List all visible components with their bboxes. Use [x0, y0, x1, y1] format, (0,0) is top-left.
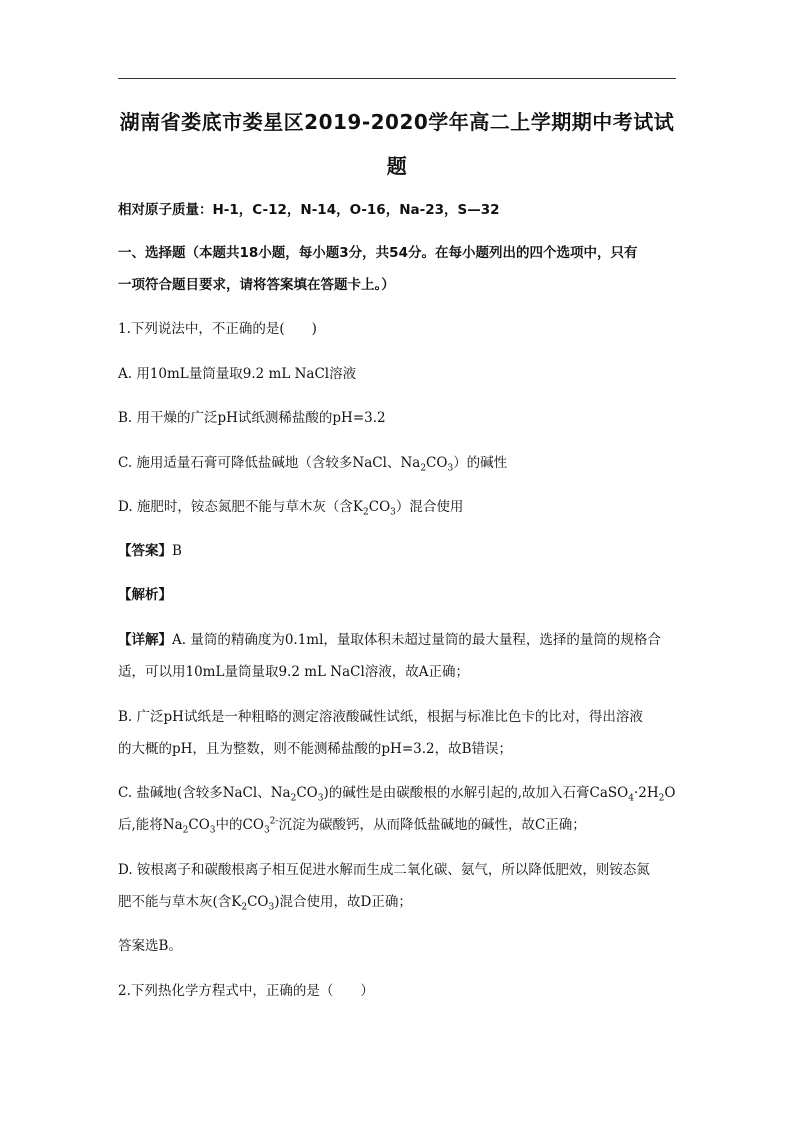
question-1-option-a: A. 用10mL量筒量取9.2 mL NaCl溶液 [118, 366, 357, 382]
option-c-sub-1: 2 [420, 463, 427, 474]
option-d-text-1: D. 施肥时，铵态氮肥不能与草木灰（含K [118, 499, 364, 515]
section-heading-line1: 一、选择题（本题共18小题，每小题3分，共54分。在每小题列出的四个选项中，只有 [118, 245, 638, 261]
dc1-s2: 3 [317, 793, 324, 804]
answer-value: B [172, 543, 182, 559]
option-c-text-2: CO [426, 455, 448, 471]
question-1-option-b: B. 用干燥的广泛pH试纸测稀盐酸的pH=3.2 [118, 410, 386, 426]
dd2-t2: CO [247, 894, 269, 910]
option-c-text-3: ）的碱性 [453, 455, 508, 471]
option-d-text-2: CO [368, 499, 391, 515]
detail-a-line2: 适，可以用10mL量筒量取9.2 mL NaCl溶液，故A正确； [118, 664, 470, 680]
dd2-s2: 3 [268, 902, 275, 913]
option-c-sub-2: 3 [447, 463, 454, 474]
option-d-text-3: ）混合使用 [395, 499, 464, 515]
answer-line [118, 542, 678, 560]
dc2-t1: 后,能将Na [118, 817, 183, 833]
question-1-option-c [118, 454, 678, 472]
option-d-sub-2: 3 [390, 507, 396, 518]
option-c-text-1: C. 施用适量石膏可降低盐碱地（含较多NaCl、Na [118, 455, 421, 471]
question-1-stem: 1.下列说法中，不正确的是( ) [118, 321, 317, 337]
detail-tag: 【详解】 [118, 632, 172, 648]
page-title-line1: 湖南省娄底市娄星区2019-2020学年高二上学期期中考试试 [119, 110, 675, 134]
dc1-s3: 4 [628, 793, 634, 804]
detail-b-line1: B. 广泛pH试纸是一种粗略的测定溶液酸碱性试纸，根据与标准比色卡的比对，得出溶液 [118, 709, 643, 725]
dd2-t3: )混合使用，故D正确； [274, 894, 412, 910]
dc2-t3: 中的CO [215, 817, 264, 833]
atomic-mass-note: 相对原子质量：H-1，C-12，N-14，O-16，Na-23，S—32 [118, 202, 500, 218]
option-d-sub-1: 2 [363, 507, 369, 518]
dc2-s3: 3 [263, 825, 270, 836]
question-2-stem: 2.下列热化学方程式中，正确的是（ ） [118, 983, 374, 999]
dc1-t2: CO [296, 785, 318, 801]
dc1-t3: )的碱性是由碳酸根的水解引起的,故加入石膏CaSO [323, 785, 629, 801]
dc1-t5: O [664, 785, 676, 801]
dc2-sup1: 2- [269, 816, 279, 827]
dc2-s1: 2 [182, 825, 189, 836]
dc1-t1: C. 盐碱地(含较多NaCl、Na [118, 785, 291, 801]
dc1-s1: 2 [290, 793, 297, 804]
question-1-option-d [118, 498, 678, 516]
analysis-tag: 【解析】 [118, 587, 172, 603]
dc2-t4: 沉淀为碳酸钙，从而降低盐碱地的碱性，故C正确； [278, 817, 586, 833]
detail-c-line1 [118, 784, 678, 802]
section-heading-line2: 一项符合题目要求，请将答案填在答题卡上。） [118, 277, 395, 293]
detail-b-line2: 的大概的pH，且为整数，则不能测稀盐酸的pH=3.2，故B错误； [118, 741, 513, 757]
dd2-s1: 2 [241, 902, 248, 913]
detail-d-line1: D. 铵根离子和碳酸根离子相互促进水解而生成二氧化碳、氨气，所以降低肥效，则铵态氮 [118, 862, 650, 878]
conclusion-line: 答案选B。 [118, 938, 182, 954]
detail-a-text: A. 量筒的精确度为0.1ml，量取体积未超过量筒的最大量程，选择的量筒的规格合 [172, 632, 661, 648]
page-title-line2: 题 [386, 154, 408, 178]
answer-tag: 【答案】 [118, 543, 172, 559]
dc1-s4: 2 [658, 793, 665, 804]
detail-a-line1 [118, 631, 678, 649]
dc1-t4: ·2H [633, 785, 659, 801]
detail-d-line2 [118, 893, 678, 911]
dc2-s2: 3 [209, 825, 216, 836]
detail-c-line2 [118, 816, 678, 834]
dd2-t1: 肥不能与草木灰(含K [118, 894, 242, 910]
dc2-t2: CO [188, 817, 210, 833]
header-rule [118, 78, 676, 79]
